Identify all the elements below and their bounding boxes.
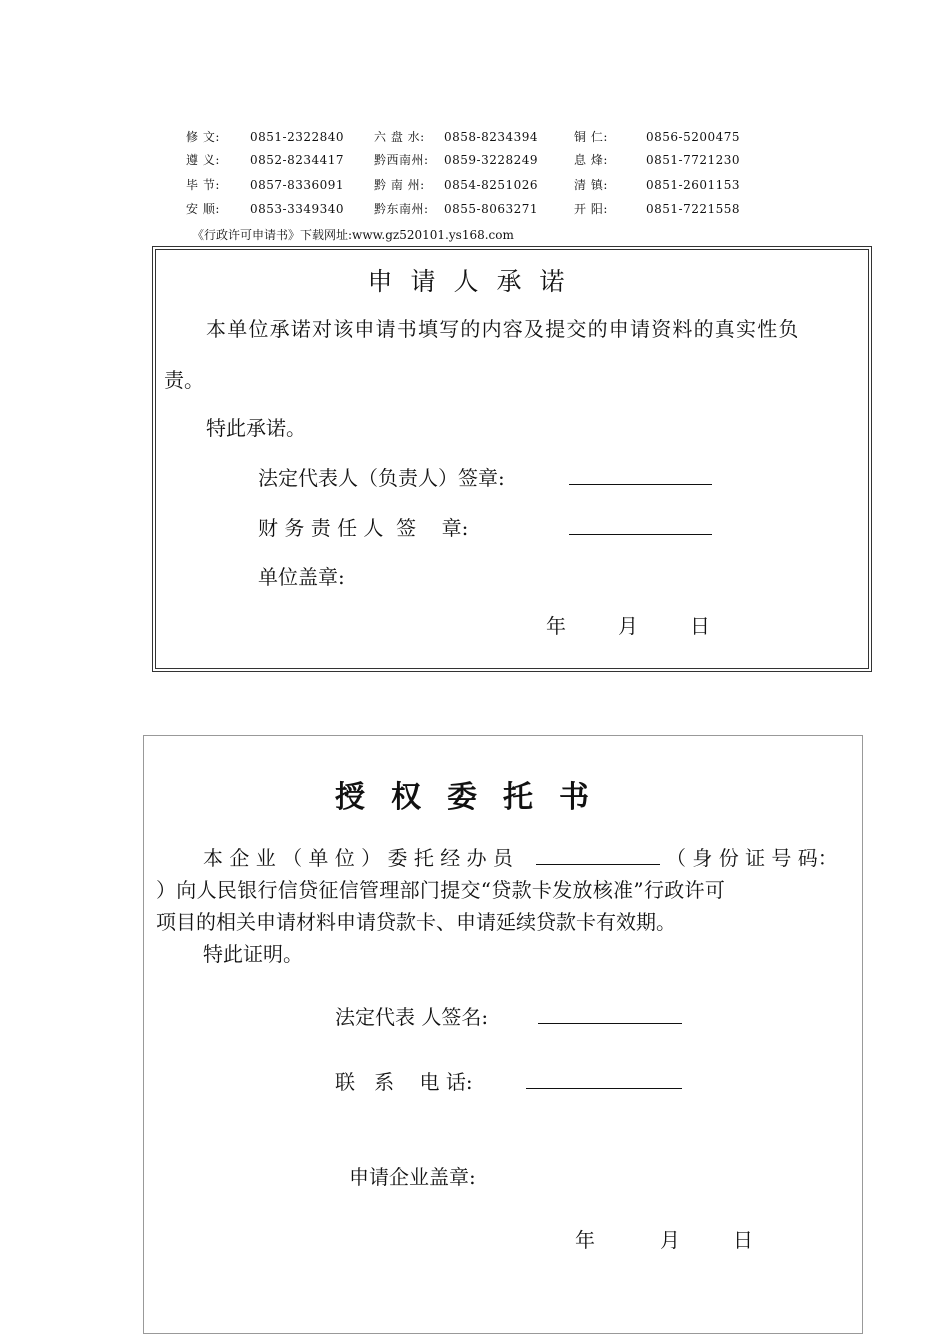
contact-city: 黔东南州: [374, 202, 429, 216]
contact-city: 安 顺: [186, 202, 220, 216]
contact-phone: 0853-3349340 [250, 202, 345, 216]
authorization-title: 授权委托书 [335, 780, 615, 815]
commitment-body-line2: 责。 [164, 368, 204, 392]
commitment-box [152, 246, 872, 672]
auth-date-month: 月 [660, 1228, 680, 1252]
auth-date-year: 年 [575, 1228, 595, 1252]
download-url-text: 《行政许可申请书》下载网址:www.gz520101.ys168.com [192, 228, 514, 242]
contact-phone: 0851-7221558 [646, 202, 741, 216]
authorization-line2: ）向人民银行信贷征信管理部门提交“贷款卡发放核准”行政许可 [156, 878, 726, 902]
agent-name-line[interactable] [536, 864, 660, 865]
date-year: 年 [546, 614, 566, 638]
commitment-body-line1: 本单位承诺对该申请书填写的内容及提交的申请资料的真实性负 [206, 317, 800, 341]
contact-city: 遵 义: [186, 153, 220, 167]
contact-city: 黔西南州: [374, 153, 429, 167]
auth-phone-label: 联 系 电 话: [335, 1070, 473, 1094]
auth-legal-rep-signature-line[interactable] [538, 1023, 682, 1024]
contact-phone: 0851-2601153 [646, 178, 741, 192]
legal-rep-signature-line[interactable] [569, 484, 712, 485]
contact-phone: 0858-8234394 [444, 130, 539, 144]
contact-phone: 0859-3228249 [444, 153, 539, 167]
commitment-closing: 特此承诺。 [206, 416, 306, 440]
authorization-line1-a: 本 企 业 （ 单 位 ） 委 托 经 办 员 [203, 846, 513, 870]
contact-city: 毕 节: [186, 178, 220, 192]
contact-city: 开 阳: [574, 202, 608, 216]
contact-city: 铜 仁: [574, 130, 608, 144]
auth-date-day: 日 [733, 1228, 753, 1252]
authorization-line1-b: （ 身 份 证 号 码： [666, 846, 838, 870]
auth-legal-rep-label: 法定代表 人签名: [335, 1005, 489, 1029]
contact-phone: 0855-8063271 [444, 202, 539, 216]
finance-signature-line[interactable] [569, 534, 712, 535]
authorization-box [143, 735, 863, 1334]
auth-phone-line[interactable] [526, 1088, 682, 1089]
contact-phone: 0856-5200475 [646, 130, 741, 144]
contact-city: 黔 南 州: [374, 178, 425, 192]
contact-city: 清 镇: [574, 178, 608, 192]
authorization-closing: 特此证明。 [203, 942, 303, 966]
contact-phone: 0852-8234417 [250, 153, 345, 167]
date-day: 日 [690, 614, 710, 638]
contact-phone: 0851-7721230 [646, 153, 741, 167]
legal-rep-signature-label: 法定代表人（负责人）签章: [258, 466, 505, 490]
contact-city: 修 文: [186, 130, 220, 144]
authorization-line3: 项目的相关申请材料申请贷款卡、申请延续贷款卡有效期。 [156, 910, 676, 934]
unit-seal-label: 单位盖章: [258, 565, 345, 589]
finance-signature-label: 财 务 责 任 人 签 章: [258, 516, 469, 540]
contact-city: 息 烽: [574, 153, 608, 167]
commitment-title: 申请人承诺 [367, 267, 583, 296]
contact-city: 六 盘 水: [374, 130, 425, 144]
contact-phone: 0854-8251026 [444, 178, 539, 192]
date-month: 月 [618, 614, 638, 638]
contact-phone: 0851-2322840 [250, 130, 345, 144]
contact-phone: 0857-8336091 [250, 178, 345, 192]
auth-seal-label: 申请企业盖章: [349, 1165, 476, 1189]
